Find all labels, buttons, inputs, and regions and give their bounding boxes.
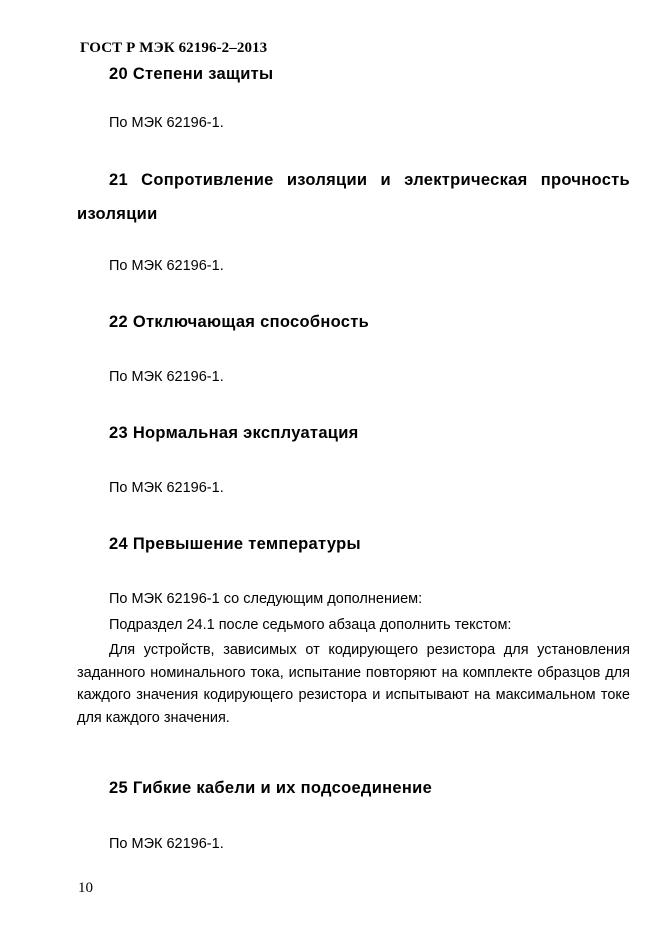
section-text-24-subsection: Подраздел 24.1 после седьмого абзаца дополнить текстом: xyxy=(109,617,512,633)
section-text-25: По МЭК 62196-1. xyxy=(109,836,224,852)
section-text-23: По МЭК 62196-1. xyxy=(109,480,224,496)
section-text-24: По МЭК 62196-1 со следующим дополнением: xyxy=(109,591,423,607)
section-heading-21: 21 Сопротивление изоляции и электрическая прочность изоляции xyxy=(77,171,630,223)
section-text-21: По МЭК 62196-1. xyxy=(109,258,224,274)
page-number: 10 xyxy=(78,880,93,896)
section-text-22: По МЭК 62196-1. xyxy=(109,369,224,385)
section-heading-20: 20 Степени защиты xyxy=(109,65,274,83)
document-header: ГОСТ Р МЭК 62196-2–2013 xyxy=(80,40,268,56)
section-heading-24: 24 Превышение температуры xyxy=(109,535,361,553)
section-heading-22: 22 Отключающая способность xyxy=(109,313,370,331)
section-text-24-addition: Для устройств, зависимых от кодирующего резистора для установления заданного номинального тока, испытание повторяют на комплекте образцов для каждого значения кодирующего резистора и испытывают на максимальном токе для каждого значения. xyxy=(77,642,630,727)
section-heading-23: 23 Нормальная эксплуатация xyxy=(109,424,359,442)
section-heading-25: 25 Гибкие кабели и их подсоединение xyxy=(109,779,433,797)
section-text-20: По МЭК 62196-1. xyxy=(109,115,224,131)
